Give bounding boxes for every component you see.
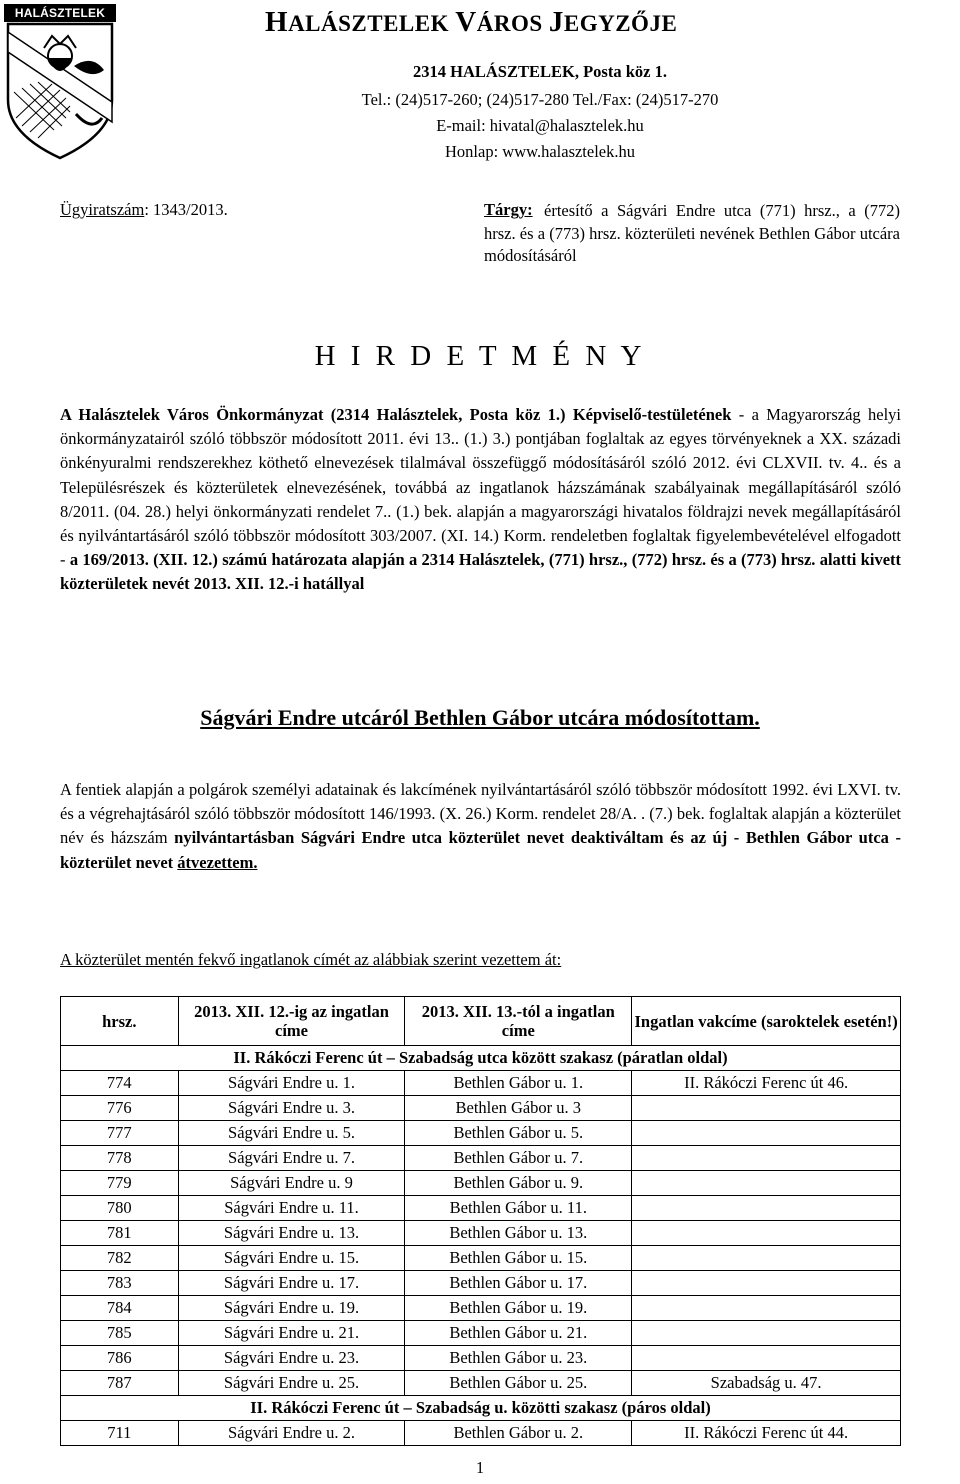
cell-new: Bethlen Gábor u. 15. [405, 1246, 632, 1271]
table-row [61, 1071, 901, 1096]
cell-corner [632, 1196, 901, 1221]
table-row [61, 1296, 901, 1321]
cell-corner: II. Rákóczi Ferenc út 44. [632, 1421, 901, 1446]
resolution-intro: A Halásztelek Város Önkormányzat (2314 Halásztelek, Posta köz 1.) Képviselő-testületének [60, 405, 732, 424]
title-rest-1: ALÁSZTELEK [288, 11, 456, 36]
cell-corner [632, 1321, 901, 1346]
title-initial-3: J [548, 6, 564, 38]
announcement-title: H I R D E T M É N Y [314, 340, 646, 372]
table-row [61, 1246, 901, 1271]
registry-paragraph [60, 778, 901, 875]
address-table [60, 996, 901, 1446]
header-old-address: 2013. XII. 12.-ig az ingatlan címe [178, 997, 405, 1046]
cell-new: Bethlen Gábor u. 19. [405, 1296, 632, 1321]
cell-old: Ságvári Endre u. 13. [178, 1221, 405, 1246]
cell-old: Ságvári Endre u. 3. [178, 1096, 405, 1121]
cell-hrsz: 786 [61, 1346, 179, 1371]
cell-hrsz: 783 [61, 1271, 179, 1296]
cell-old: Ságvári Endre u. 11. [178, 1196, 405, 1221]
resolution-legal-basis: - a Magyarország helyi önkormányzatairól szóló többször módosított 2011. évi 13.. (1.) 3.) pontjában foglaltak az egyes törvényeknek a XX. századi önkényuralmi rendszerekhez köthető elnevezések tilalmával összefüggő módosításáról szóló 2012. évi CLXVII. tv. 4.. és a Településrészek és közterületek elnevezésének, továbbá az ingatlanok házszámának szabályainak megállapításáról szóló 8/2011. (04. 28.) helyi önkormányzati rendelet 7.. (1.) bek. alapján a magyarországi hivatalos földrajzi nevek megállapításáról és nyilvántartásáról szóló többször módosított 303/2007. (XI. 14.) Korm. rendeletben foglaltak figyelembevételével elfogadott - [60, 405, 901, 570]
title-initial-1: H [265, 6, 289, 38]
cell-hrsz: 787 [61, 1371, 179, 1396]
subject-text: értesítő a Ságvári Endre utca (771) hrsz., a (772) hrsz. és a (773) hrsz. közterületi nevének Bethlen Gábor utcára módosításáról [484, 201, 900, 265]
crest-banner: HALÁSZTELEK [4, 4, 116, 22]
cell-new: Bethlen Gábor u. 21. [405, 1321, 632, 1346]
office-website: Honlap: www.halasztelek.hu [445, 142, 635, 161]
table-row [61, 1421, 901, 1446]
cell-hrsz: 785 [61, 1321, 179, 1346]
page-number: 1 [475, 1458, 485, 1477]
cell-new: Bethlen Gábor u. 5. [405, 1121, 632, 1146]
table-row [61, 1146, 901, 1171]
cell-hrsz: 774 [61, 1071, 179, 1096]
cell-hrsz: 781 [61, 1221, 179, 1246]
cell-old: Ságvári Endre u. 2. [178, 1421, 405, 1446]
cell-corner [632, 1096, 901, 1121]
cell-old: Ságvári Endre u. 25. [178, 1371, 405, 1396]
resolution-paragraph [60, 403, 901, 597]
cell-corner [632, 1246, 901, 1271]
cell-new: Bethlen Gábor u. 7. [405, 1146, 632, 1171]
cell-corner [632, 1271, 901, 1296]
cell-new: Bethlen Gábor u. 3 [405, 1096, 632, 1121]
header-hrsz: hrsz. [61, 997, 179, 1046]
cell-hrsz: 784 [61, 1296, 179, 1321]
cell-new: Bethlen Gábor u. 9. [405, 1171, 632, 1196]
cell-corner [632, 1146, 901, 1171]
table-row [61, 1121, 901, 1146]
cell-old: Ságvári Endre u. 7. [178, 1146, 405, 1171]
section-even-label: II. Rákóczi Ferenc út – Szabadság u. közötti szakasz (páros oldal) [61, 1396, 901, 1421]
cell-old: Ságvári Endre u. 19. [178, 1296, 405, 1321]
registry-action-end: átvezettem. [177, 852, 258, 872]
cell-new: Bethlen Gábor u. 25. [405, 1371, 632, 1396]
cell-hrsz: 778 [61, 1146, 179, 1171]
office-phone: Tel.: (24)517-260; (24)517-280 Tel./Fax: (24)517-270 [361, 90, 719, 109]
resolution-decision: a 169/2013. (XII. 12.) számú határozata alapján a 2314 Halásztelek, (771) hrsz., (772) hrsz. és a (773) hrsz. alatti kivett közterületek nevét 2013. XII. 12.-i hatállyal [60, 550, 902, 594]
coat-of-arms-icon [4, 22, 116, 160]
table-row [61, 1171, 901, 1196]
cell-new: Bethlen Gábor u. 17. [405, 1271, 632, 1296]
cell-corner [632, 1221, 901, 1246]
cell-hrsz: 779 [61, 1171, 179, 1196]
office-address: 2314 HALÁSZTELEK, Posta köz 1. [413, 62, 667, 81]
cell-hrsz: 777 [61, 1121, 179, 1146]
cell-old: Ságvári Endre u. 15. [178, 1246, 405, 1271]
cell-hrsz: 782 [61, 1246, 179, 1271]
cell-corner [632, 1346, 901, 1371]
cell-old: Ságvári Endre u. 17. [178, 1271, 405, 1296]
reference-value: : 1343/2013. [144, 200, 228, 219]
table-row [61, 1196, 901, 1221]
table-intro: A közterület mentén fekvő ingatlanok címét az alábbiak szerint vezettem át: [60, 950, 562, 969]
registry-action: nyilvántartásban Ságvári Endre utca közterület nevet deaktiváltam és az új - Bethlen Gábor utca - közterület nevet [60, 828, 901, 872]
section-odd-label: II. Rákóczi Ferenc út – Szabadság utca között szakasz (páratlan oldal) [61, 1046, 901, 1071]
office-title [265, 6, 677, 39]
cell-old: Ságvári Endre u. 21. [178, 1321, 405, 1346]
cell-new: Bethlen Gábor u. 13. [405, 1221, 632, 1246]
cell-corner: II. Rákóczi Ferenc út 46. [632, 1071, 901, 1096]
cell-old: Ságvári Endre u. 1. [178, 1071, 405, 1096]
cell-hrsz: 780 [61, 1196, 179, 1221]
table-row [61, 1321, 901, 1346]
cell-new: Bethlen Gábor u. 11. [405, 1196, 632, 1221]
title-rest-2: ÁROS [476, 11, 549, 36]
title-rest-3: EGYZŐJE [563, 11, 678, 36]
cell-hrsz: 711 [61, 1421, 179, 1446]
office-email: E-mail: hivatal@halasztelek.hu [436, 116, 644, 135]
cell-corner: Szabadság u. 47. [632, 1371, 901, 1396]
table-row [61, 1346, 901, 1371]
section-row-odd [61, 1046, 901, 1071]
cell-corner [632, 1296, 901, 1321]
cell-new: Bethlen Gábor u. 1. [405, 1071, 632, 1096]
table-row [61, 1271, 901, 1296]
table-row [61, 1096, 901, 1121]
cell-hrsz: 776 [61, 1096, 179, 1121]
header-new-address: 2013. XII. 13.-tól a ingatlan címe [405, 997, 632, 1046]
cell-corner [632, 1121, 901, 1146]
subject-label: Tárgy: [484, 200, 533, 219]
cell-old: Ságvári Endre u. 9 [178, 1171, 405, 1196]
table-header-row [61, 997, 901, 1046]
table-row [61, 1371, 901, 1396]
headline-statement: Ságvári Endre utcáról Bethlen Gábor utcára módosítottam. [200, 705, 760, 730]
city-crest [4, 4, 116, 160]
table-body [61, 1046, 901, 1446]
cell-new: Bethlen Gábor u. 23. [405, 1346, 632, 1371]
registry-legal-basis: A fentiek alapján a polgárok személyi adatainak és lakcímének nyilvántartásáról szóló többször módosított 1992. évi LXVI. tv. és a végrehajtásáról szóló többször módosított 146/1993. (X. 26.) Korm. rendelet 28/A. . (7.) bek. foglaltak alapján a közterület név és házszám [60, 780, 901, 848]
reference-number [60, 200, 228, 220]
cell-old: Ságvári Endre u. 5. [178, 1121, 405, 1146]
title-initial-2: V [455, 6, 477, 38]
table-row [61, 1221, 901, 1246]
section-row-even [61, 1396, 901, 1421]
cell-new: Bethlen Gábor u. 2. [405, 1421, 632, 1446]
header-corner-address: Ingatlan vakcíme (saroktelek esetén!) [632, 997, 901, 1046]
cell-corner [632, 1171, 901, 1196]
reference-label: Ügyiratszám [60, 200, 145, 219]
cell-old: Ságvári Endre u. 23. [178, 1346, 405, 1371]
